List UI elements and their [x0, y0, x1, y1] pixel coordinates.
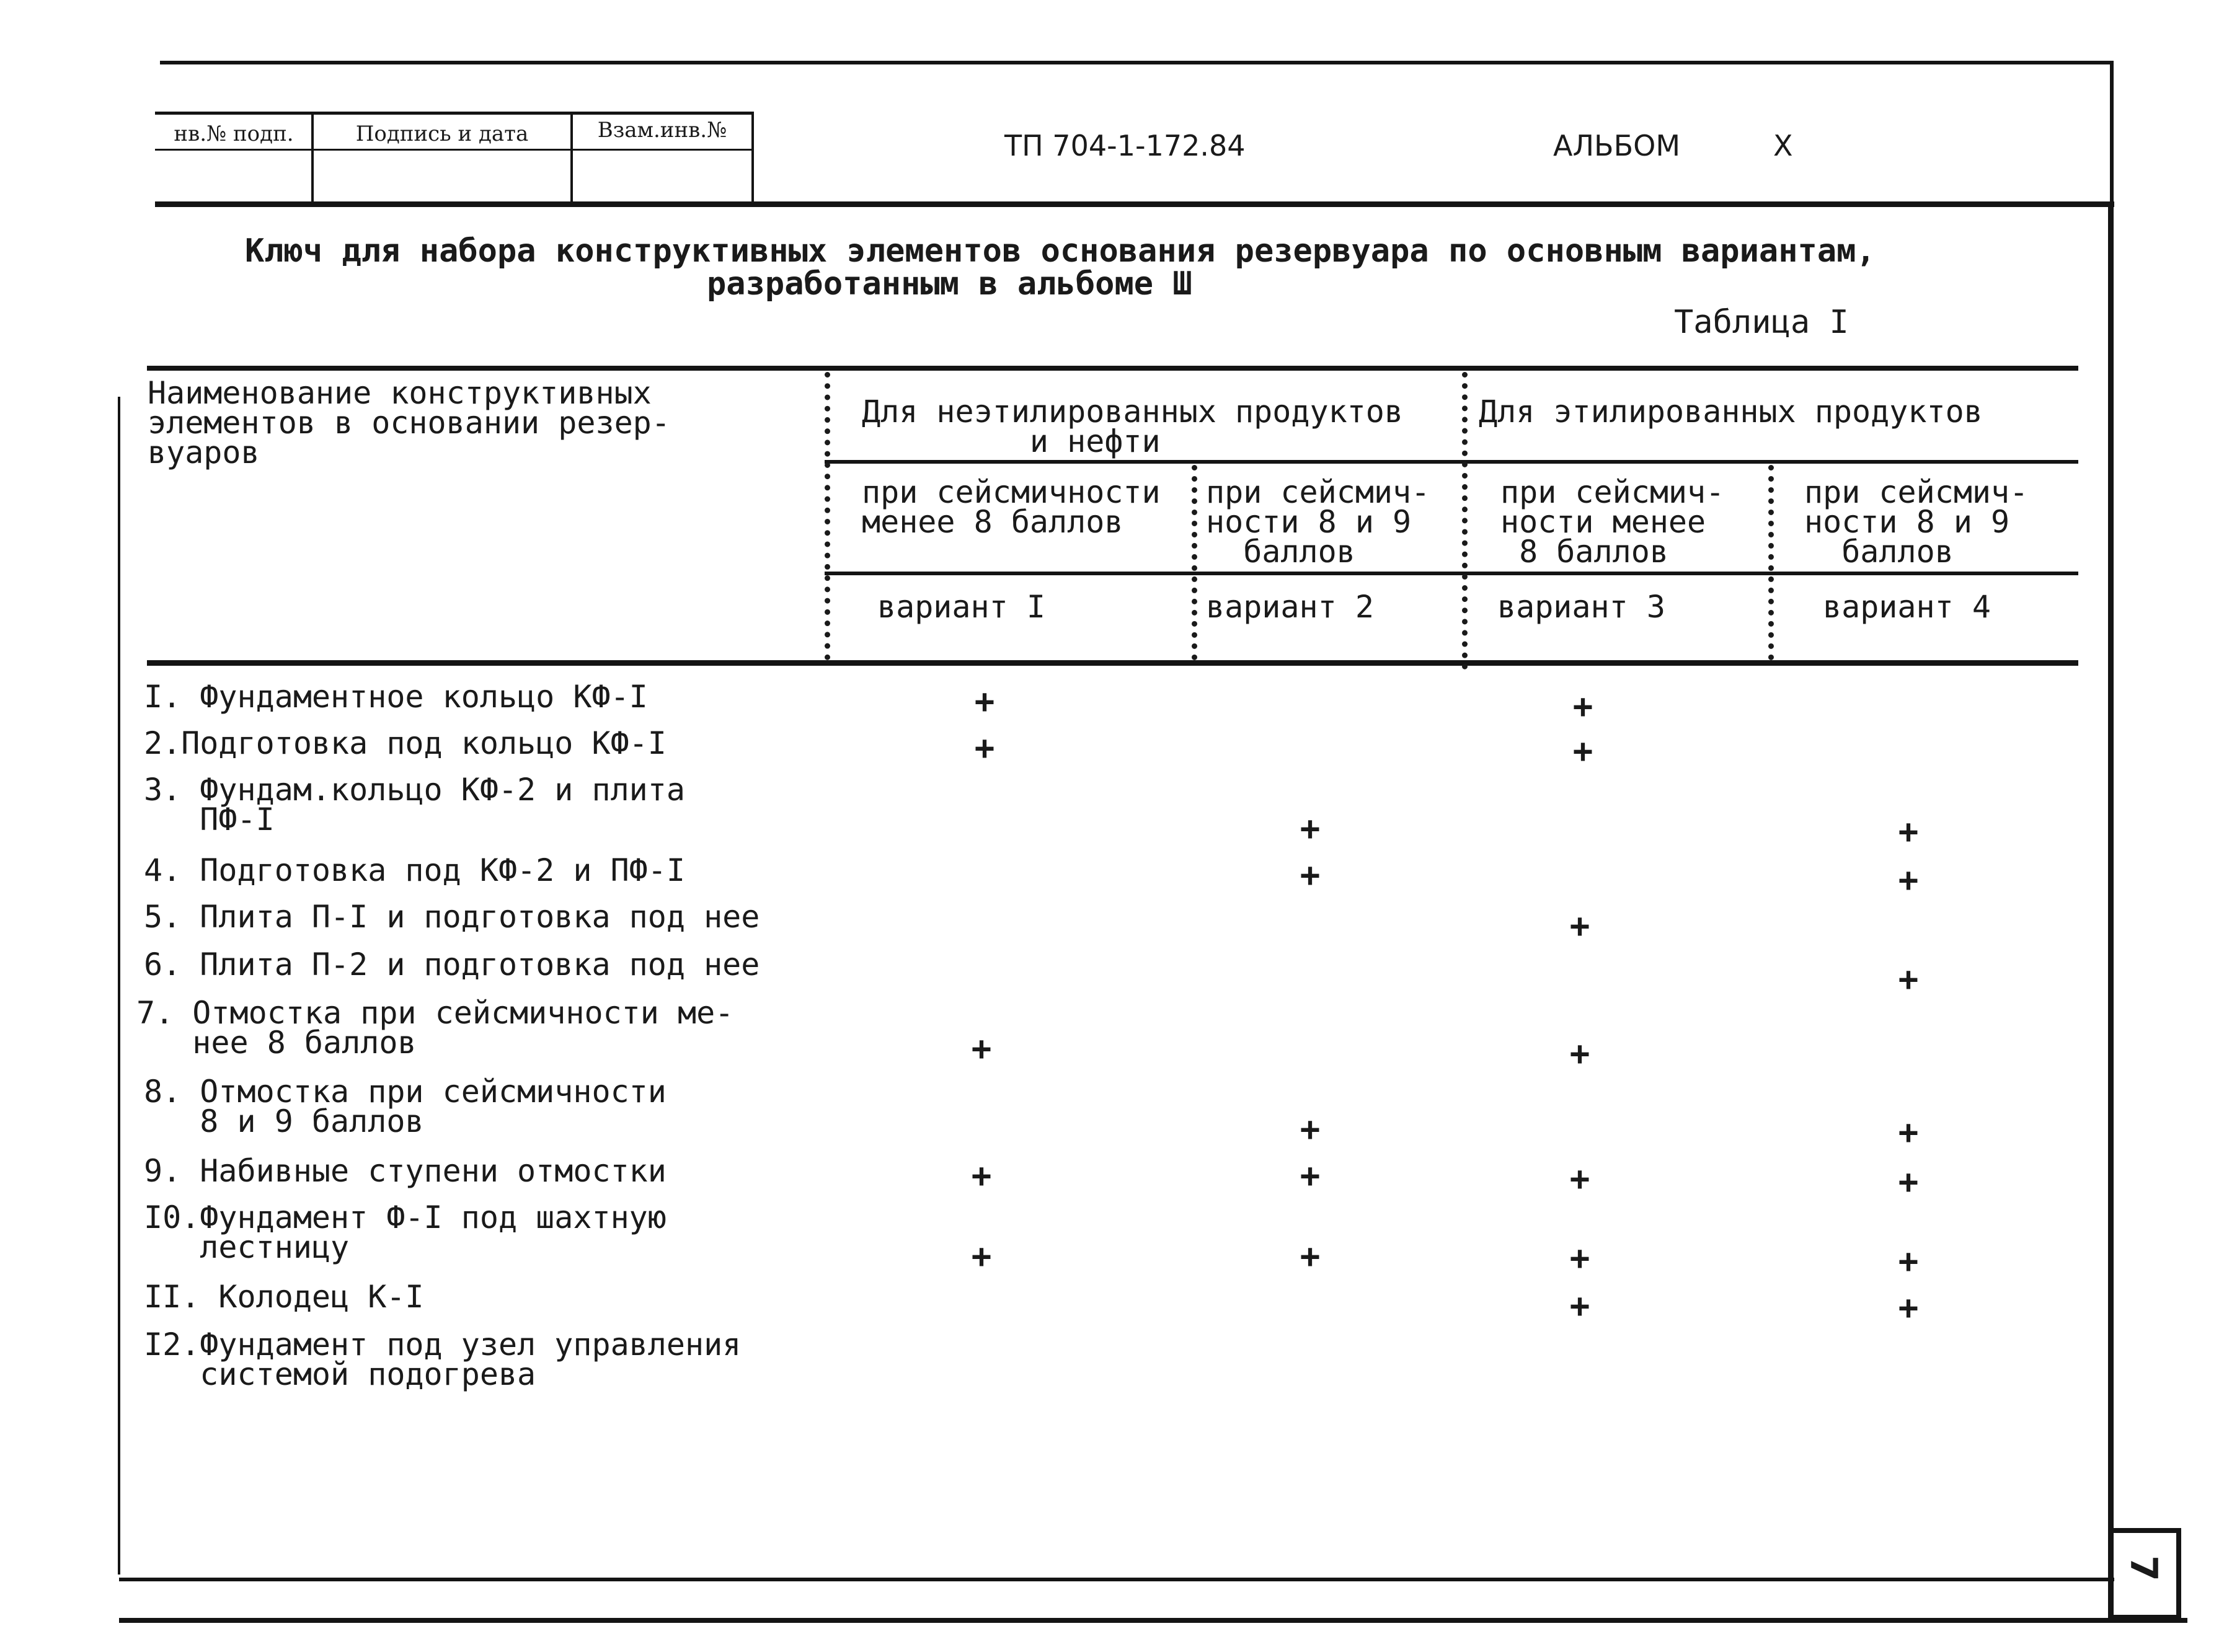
row-label: 6. Плита П-2 и подготовка под нее: [144, 947, 760, 983]
row-mark-variant1: +: [974, 682, 995, 721]
table-title-line2: разработанным в альбоме Ш: [707, 265, 1192, 303]
divider-groups: [1462, 372, 1468, 669]
row-mark-variant1: +: [971, 1156, 992, 1195]
row-label: 8. Отмостка при сейсмичности 8 и 9 баллов: [144, 1074, 667, 1139]
main-box-left: [118, 397, 120, 1575]
top-frame-line: [160, 61, 2112, 64]
row-mark-variant2: +: [1300, 1237, 1321, 1276]
header-sub-variant1: при сейсмичности менее 8 баллов: [862, 474, 1161, 540]
bottom-frame-line: [119, 1618, 2187, 1623]
row-mark-variant3: +: [1572, 731, 1593, 771]
row-mark-variant4: +: [1898, 1288, 1919, 1327]
header-group-non-ethylated: Для неэтилированных продуктов и нефти: [862, 394, 1403, 459]
row-mark-variant2: +: [1300, 855, 1321, 894]
row-mark-variant3: +: [1569, 1034, 1590, 1073]
row-mark-variant1: +: [971, 1029, 992, 1068]
header-element-name: Наименование конструктивных элементов в основании резер- вуаров: [148, 375, 670, 470]
header-sub-variant4: при сейсмич- ности 8 и 9 баллов: [1804, 474, 2029, 570]
row-mark-variant4: +: [1898, 812, 1919, 851]
main-box-top: [155, 201, 2114, 207]
header-variant3: вариант 3: [1497, 589, 1665, 625]
row-mark-variant3: +: [1569, 1159, 1590, 1198]
stamp-col-signature: Подпись и дата: [355, 121, 529, 146]
row-label: 2.Подготовка под кольцо КФ-I: [144, 725, 667, 761]
row-mark-variant3: +: [1569, 906, 1590, 945]
main-box-bottom: [119, 1578, 2114, 1581]
row-mark-variant4: +: [1898, 1113, 1919, 1152]
header-bottom-rule: [147, 660, 2078, 666]
row-mark-variant4: +: [1898, 860, 1919, 899]
table-top-rule: [147, 366, 2078, 371]
stamp-col-inv: нв.№ подп.: [174, 121, 294, 146]
divider-v1-v2: [1192, 465, 1197, 660]
header-variant2: вариант 2: [1206, 589, 1374, 625]
row-label: I. Фундаментное кольцо КФ-I: [144, 679, 648, 715]
row-mark-variant3: +: [1569, 1239, 1590, 1278]
sheet-number: 7: [2121, 1555, 2165, 1581]
row-mark-variant2: +: [1300, 1110, 1321, 1149]
row-label: 5. Плита П-I и подготовка под нее: [144, 899, 760, 935]
header-variant4: вариант 4: [1823, 589, 1991, 625]
subheader-rule: [825, 572, 2078, 575]
row-label: 3. Фундам.кольцо КФ-2 и плита ПФ-I: [144, 772, 685, 837]
header-variant1: вариант I: [877, 589, 1045, 625]
header-sub-variant3: при сейсмич- ности менее 8 баллов: [1500, 474, 1725, 570]
row-mark-variant4: +: [1898, 960, 1919, 999]
row-label: I0.Фундамент Ф-I под шахтную лестницу: [144, 1199, 667, 1265]
row-label: II. Колодец К-I: [144, 1279, 424, 1315]
row-mark-variant4: +: [1898, 1162, 1919, 1201]
row-mark-variant2: +: [1300, 809, 1321, 848]
stamp-col-replacement: Взам.инв.№: [597, 118, 727, 143]
row-label: 7. Отмостка при сейсмичности ме- нее 8 баллов: [136, 995, 734, 1061]
row-label: 4. Подготовка под КФ-2 и ПФ-I: [144, 852, 685, 888]
main-box-right: [2108, 201, 2114, 1584]
row-mark-variant3: +: [1569, 1286, 1590, 1325]
divider-v3-v4: [1768, 465, 1774, 660]
row-label: I2.Фундамент под узел управления системой подогрева: [144, 1327, 742, 1392]
row-mark-variant1: +: [974, 728, 995, 767]
row-mark-variant2: +: [1300, 1156, 1321, 1195]
document-code: ТП 704-1-172.84: [1004, 129, 1246, 162]
row-mark-variant1: +: [971, 1237, 992, 1276]
row-label: 9. Набивные ступени отмостки: [144, 1153, 667, 1189]
table-title-line1: Ключ для набора конструктивных элементов основания резервуара по основным вариантам,: [245, 232, 1876, 270]
header-group-ethylated: Для этилированных продуктов: [1479, 394, 1983, 430]
header-sub-variant2: при сейсмич- ности 8 и 9 баллов: [1206, 474, 1430, 570]
row-mark-variant4: +: [1898, 1242, 1919, 1281]
album-number: Х: [1773, 129, 1793, 162]
group-rule: [825, 460, 2078, 464]
divider-name-col: [825, 372, 830, 660]
table-number-label: Таблица I: [1674, 304, 1849, 341]
album-label: АЛЬБОМ: [1553, 129, 1681, 162]
row-mark-variant3: +: [1572, 687, 1593, 726]
